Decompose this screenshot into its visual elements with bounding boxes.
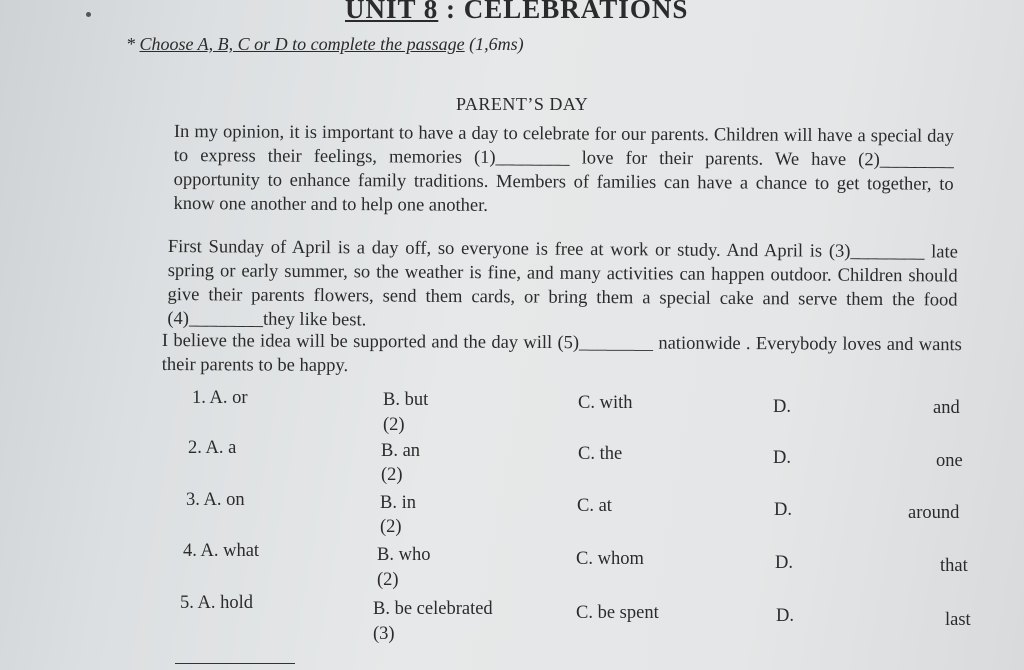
q4-option-a: 4. A. what	[183, 541, 260, 561]
passage-paragraph-1: In my opinion, it is important to have a day to celebrate for our parents. Children will have a special day to express their feelings, memories (1)________ love for their parents. We have (2)________ opportunity to enhance family traditions. Members of families can have a chance to get together, to know one another and to help one another.	[173, 121, 954, 216]
q1-option-d: D.	[773, 397, 791, 417]
q1-option-c: C. with	[578, 393, 633, 413]
q5-option-b: B. be celebrated	[373, 599, 493, 619]
q4-option-d-text: that	[940, 556, 968, 576]
unit-number: UNIT 8	[345, 0, 439, 24]
instruction	[126, 34, 524, 55]
passage-paragraph-3: I believe the idea will be supported and the day will (5)________ nationwide . Everybody loves and wants their parents to be happy.	[161, 330, 962, 376]
q1-option-b: B. but	[383, 390, 429, 410]
q3-option-b-score: (2)	[380, 517, 402, 537]
instruction-text: Choose A, B, C or D to complete the passage	[139, 34, 465, 54]
q4-option-d: D.	[775, 553, 793, 573]
q3-option-b: B. in	[380, 493, 416, 513]
q3-option-a: 3. A. on	[186, 490, 245, 510]
instruction-star: *	[126, 34, 140, 54]
unit-name: : CELEBRATIONS	[438, 0, 689, 24]
q5-option-c: C. be spent	[576, 603, 659, 623]
q2-option-c: C. the	[578, 444, 623, 464]
bottom-rule	[175, 663, 295, 664]
q4-option-b-score: (2)	[377, 570, 399, 590]
q2-option-b: B. an	[381, 441, 421, 461]
q5-option-b-score: (3)	[373, 624, 395, 644]
q2-option-d-text: one	[936, 451, 963, 471]
q2-option-a: 2. A. a	[188, 438, 237, 458]
q3-option-c: C. at	[577, 496, 612, 516]
unit-title	[345, 0, 688, 25]
passage-paragraph-2: First Sunday of April is a day off, so everyone is free at work or study. And April is (3)________ late spring or early summer, so the weather is fine, and many activities can happen outdoor. Children should give their parents flowers, send them cards, or bring them a special cake and serve them the food (4)________they like best.	[167, 236, 958, 331]
q1-option-a: 1. A. or	[192, 388, 248, 408]
q5-option-d: D.	[776, 606, 794, 626]
q1-option-d-text: and	[933, 398, 960, 418]
q5-option-d-text: last	[945, 610, 971, 630]
q1-option-b-score: (2)	[383, 415, 405, 435]
q2-option-b-score: (2)	[381, 465, 403, 485]
q3-option-d: D.	[774, 500, 792, 520]
q4-option-c: C. whom	[576, 549, 644, 569]
q2-option-d: D.	[773, 448, 791, 468]
q5-option-a: 5. A. hold	[180, 593, 253, 613]
passage-heading: PARENT’S DAY	[456, 94, 589, 114]
ink-mark	[86, 12, 91, 17]
q3-option-d-text: around	[908, 503, 960, 523]
instruction-marks: (1,6ms)	[464, 34, 524, 54]
q4-option-b: B. who	[377, 545, 431, 565]
